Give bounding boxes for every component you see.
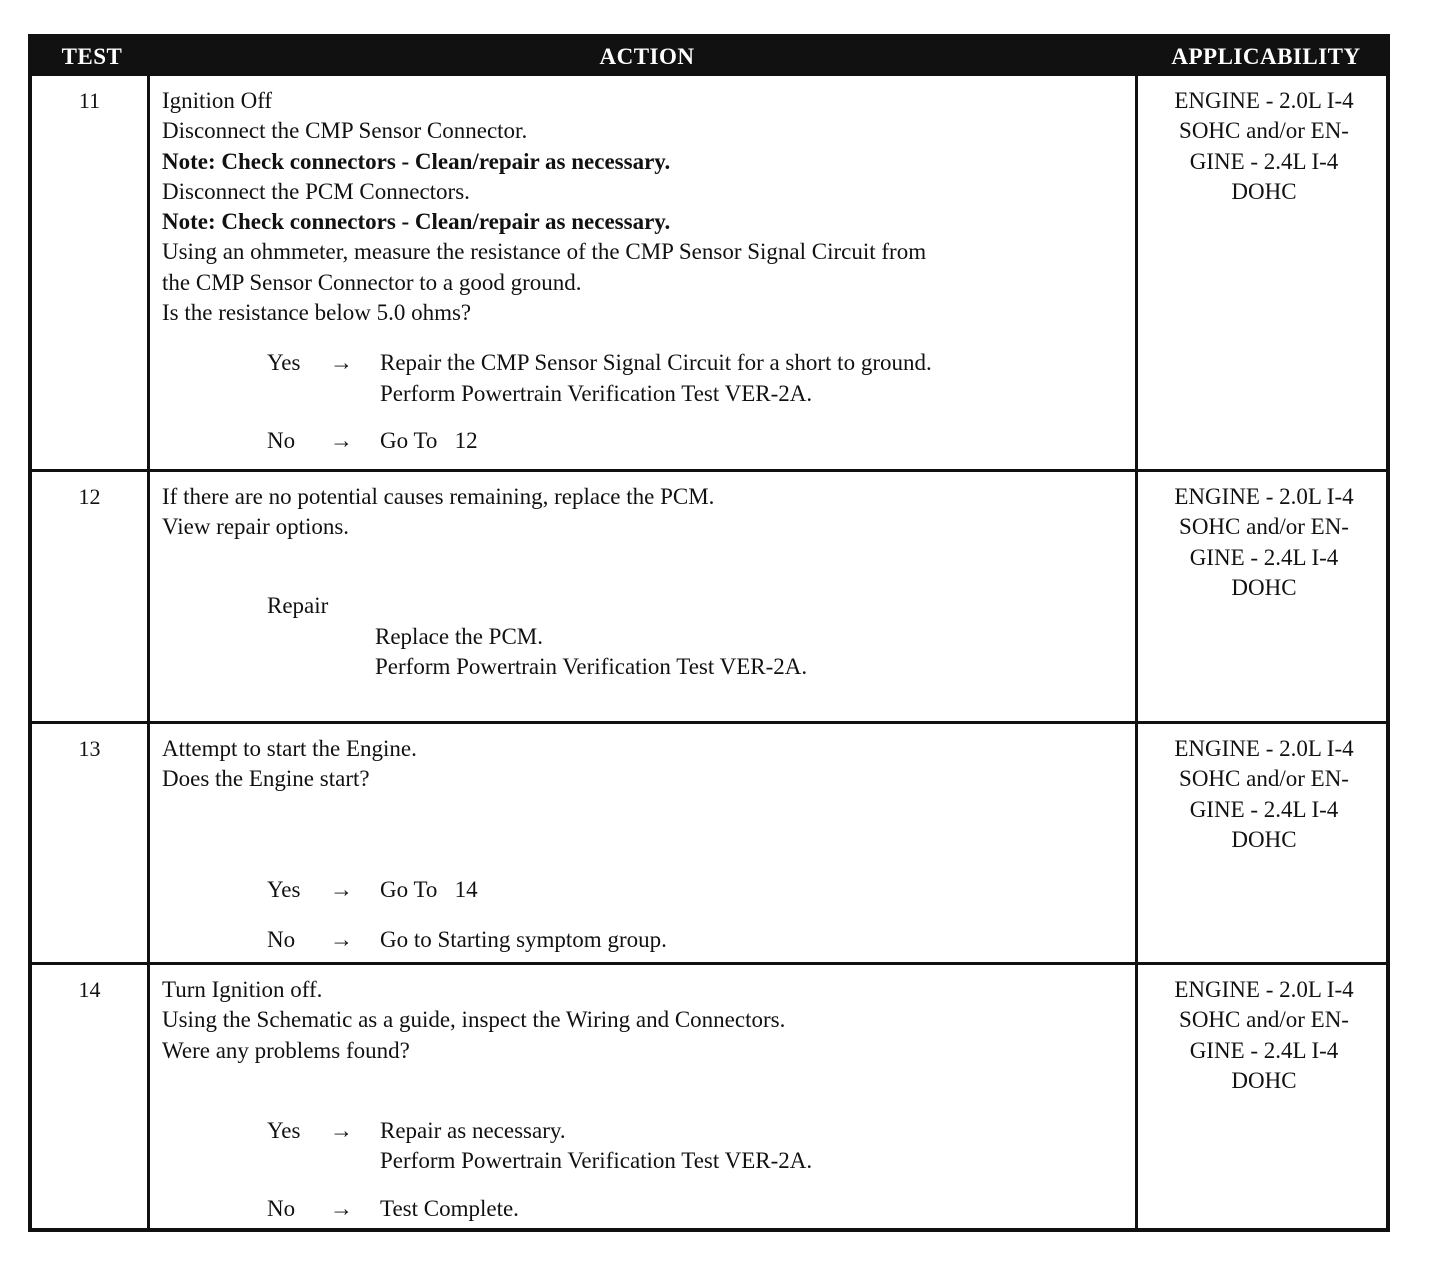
action-line: Disconnect the CMP Sensor Connector. <box>162 118 528 144</box>
no-outcome: Test Complete. <box>380 1195 519 1221</box>
diagnostic-table <box>28 34 1390 1232</box>
action-line: Turn Ignition off. <box>162 977 323 1002</box>
applicability-cell <box>1138 965 1390 1228</box>
table-header <box>32 38 1386 76</box>
applicability-line: DOHC <box>1231 826 1297 852</box>
applicability-line: DOHC <box>1231 1067 1297 1093</box>
applicability-line: ENGINE - 2.0L I-4 <box>1174 484 1354 509</box>
yes-answer <box>162 1116 1135 1176</box>
yes-outcome <box>380 1116 812 1177</box>
no-label: No <box>267 428 296 454</box>
action-line: If there are no potential causes remaining, replace the PCM. <box>162 484 715 509</box>
action-line: Is the resistance below 5.0 ohms? <box>162 300 472 326</box>
test-number: 14 <box>32 965 150 1228</box>
yes-label: Yes <box>267 876 301 902</box>
action-cell <box>150 472 1138 721</box>
action-line: Does the Engine start? <box>162 766 370 792</box>
yes-answer <box>162 348 1135 408</box>
action-line: Were any problems found? <box>162 1037 410 1063</box>
action-line: Disconnect the PCM Connectors. <box>162 178 470 204</box>
applicability-line: DOHC <box>1231 178 1297 204</box>
action-line: Attempt to start the Engine. <box>162 736 417 761</box>
action-line: the CMP Sensor Connector to a good ground. <box>162 269 582 295</box>
action-cell <box>150 965 1138 1228</box>
no-outcome: Go to Starting symptom group. <box>380 926 667 952</box>
outcome-line: Perform Powertrain Verification Test VER-2A. <box>380 1148 813 1174</box>
applicability-line: SOHC and/or EN- <box>1179 514 1349 540</box>
repair-label: Repair <box>267 592 329 618</box>
right-arrow-icon: → <box>330 1195 353 1221</box>
action-line: Ignition Off <box>162 88 273 113</box>
right-arrow-icon: → <box>330 428 353 454</box>
yes-outcome <box>380 348 932 409</box>
test-row-14 <box>32 962 1386 1228</box>
action-cell <box>150 724 1138 962</box>
note-line: Note: Check connectors - Clean/repair as necessary. <box>162 209 671 235</box>
applicability-line: ENGINE - 2.0L I-4 <box>1174 736 1354 761</box>
no-outcome: Go To 12 <box>380 428 478 454</box>
no-answer <box>162 1194 1135 1224</box>
applicability-cell <box>1138 472 1390 721</box>
applicability-line: GINE - 2.4L I-4 <box>1189 544 1339 570</box>
repair-line: Replace the PCM. <box>375 623 543 649</box>
applicability-line: ENGINE - 2.0L I-4 <box>1174 88 1354 113</box>
test-row-12 <box>32 469 1386 721</box>
applicability-cell <box>1138 76 1390 469</box>
applicability-line: SOHC and/or EN- <box>1179 1007 1349 1033</box>
action-cell <box>150 76 1138 469</box>
yes-label: Yes <box>267 350 301 376</box>
right-arrow-icon: → <box>330 350 353 376</box>
test-number: 13 <box>32 724 150 962</box>
no-label: No <box>267 1195 296 1221</box>
applicability-line: SOHC and/or EN- <box>1179 118 1349 144</box>
test-number: 11 <box>32 76 150 469</box>
applicability-line: ENGINE - 2.0L I-4 <box>1174 977 1354 1002</box>
yes-outcome: Go To 14 <box>380 876 478 902</box>
action-line: Using an ohmmeter, measure the resistance of the CMP Sensor Signal Circuit from <box>162 239 927 265</box>
applicability-line: GINE - 2.4L I-4 <box>1189 796 1339 822</box>
applicability-line: DOHC <box>1231 574 1297 600</box>
repair-line: Perform Powertrain Verification Test VER-2A. <box>375 653 808 679</box>
outcome-line: Repair the CMP Sensor Signal Circuit for a short to ground. <box>380 350 932 376</box>
note-line: Note: Check connectors - Clean/repair as necessary. <box>162 148 671 174</box>
action-line: View repair options. <box>162 514 350 540</box>
applicability-line: GINE - 2.4L I-4 <box>1189 1037 1339 1063</box>
no-answer <box>162 925 1135 955</box>
outcome-line: Perform Powertrain Verification Test VER-2A. <box>380 380 813 406</box>
header-applicability: APPLICABILITY <box>1171 44 1361 69</box>
applicability-cell <box>1138 724 1390 962</box>
action-line: Using the Schematic as a guide, inspect the Wiring and Connectors. <box>162 1007 786 1033</box>
right-arrow-icon: → <box>330 926 353 952</box>
repair-block <box>162 591 1135 741</box>
no-answer <box>162 426 1135 456</box>
applicability-line: SOHC and/or EN- <box>1179 766 1349 792</box>
test-number: 12 <box>32 472 150 721</box>
header-action: ACTION <box>599 44 695 69</box>
applicability-line: GINE - 2.4L I-4 <box>1189 148 1339 174</box>
right-arrow-icon: → <box>330 876 353 902</box>
yes-label: Yes <box>267 1117 301 1143</box>
yes-answer <box>162 875 1135 905</box>
test-row-13 <box>32 721 1386 962</box>
right-arrow-icon: → <box>330 1117 353 1143</box>
no-label: No <box>267 926 296 952</box>
test-row-11 <box>32 76 1386 469</box>
header-test: TEST <box>61 44 123 69</box>
outcome-line: Repair as necessary. <box>380 1117 566 1143</box>
